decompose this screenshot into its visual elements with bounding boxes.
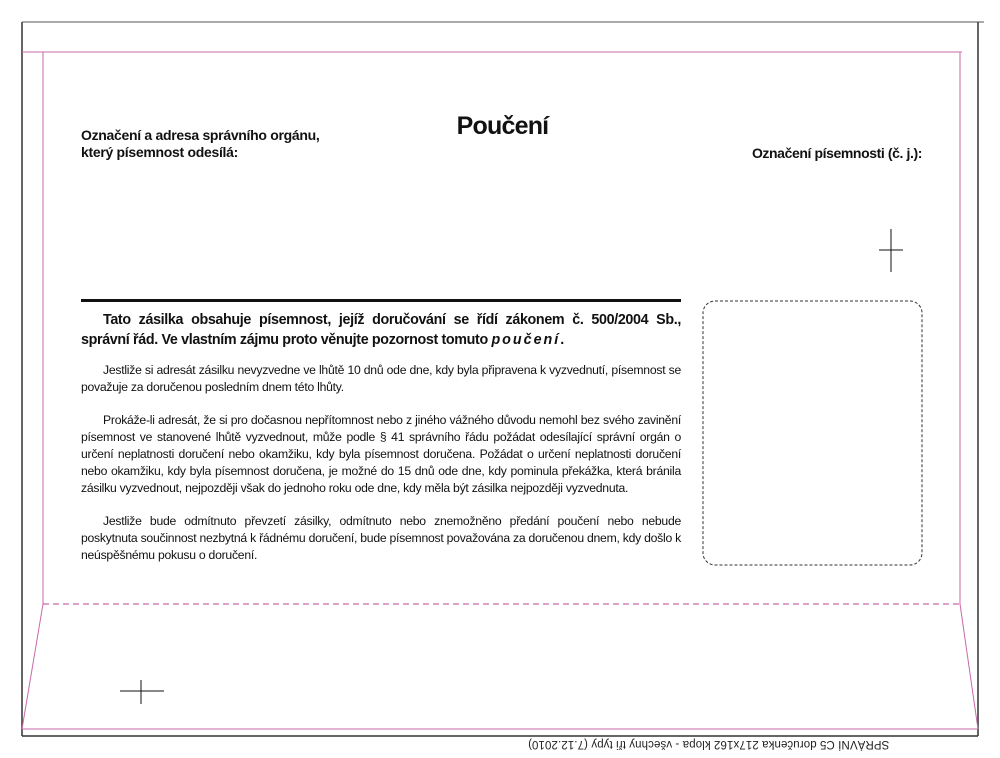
notice-paragraph-1: Jestliže si adresát zásilku nevyzvedne ve lhůtě 10 dnů ode dne, kdy byla připravena k vyzvednutí, písemnost se považuje za doručenou posledním dnem této lhůty.	[81, 363, 681, 394]
sender-label-line2: který písemnost odesílá:	[81, 144, 238, 160]
sender-label	[81, 127, 319, 161]
notice-block	[81, 299, 681, 580]
registration-mark-top-right	[879, 229, 903, 272]
flap-left-edge	[22, 604, 43, 729]
notice-paragraph-2: Prokáže-li adresát, že si pro dočasnou nepřítomnost nebo z jiného vážného důvodu nemohl bez svého zavinění písemnost ve stanovené lhůtě vyzvednout, může podle § 41 správního řádu požádat odesílající správní orgán o určení neplatnosti doručení nebo okamžiku, kdy byla písemnost doručena. Požádat o určení neplatnosti doručení nebo okamžiku, kdy byla písemnost doručena, je možné do 15 dnů ode dne, kdy pominula překážka, která bránila zásilku vyzvednout, nejpozději však do jednoho roku ode dne, kdy měla být zásilka nejpozději vyzvednuta.	[81, 413, 681, 495]
notice-top-rule	[81, 299, 681, 302]
notice-lead-emphasis: poučení	[491, 332, 561, 348]
registration-mark-bottom-left	[120, 680, 164, 704]
flap-right-edge	[960, 604, 978, 729]
notice-lead-main: Tato zásilka obsahuje písemnost, jejíž doručování se řídí zákonem č. 500/2004 Sb., správní řád. Ve vlastním zájmu proto věnujte pozornost tomuto	[81, 312, 681, 348]
reference-label: Označení písemnosti (č. j.):	[751, 145, 922, 161]
address-window-outline	[703, 301, 922, 565]
page-title: Poučení	[456, 112, 549, 140]
notice-paragraph-3: Jestliže bude odmítnuto převzetí zásilky, odmítnuto nebo znemožněno předání poučení nebo nebude poskytnuta součinnost nezbytná k řádnému doručení, bude písemnost považována za doručenou dnem, kdy došlo k neúspěšnému pokusu o doručení.	[81, 514, 681, 562]
sender-label-line1: Označení a adresa správního orgánu,	[81, 127, 320, 143]
notice-lead-end: .	[560, 332, 564, 348]
notice-lead	[81, 310, 681, 350]
print-info-footer: SPRÁVNÍ C5 doručenka 217x162 klopa - všechny tři typy (7.12.2010)	[528, 738, 890, 750]
